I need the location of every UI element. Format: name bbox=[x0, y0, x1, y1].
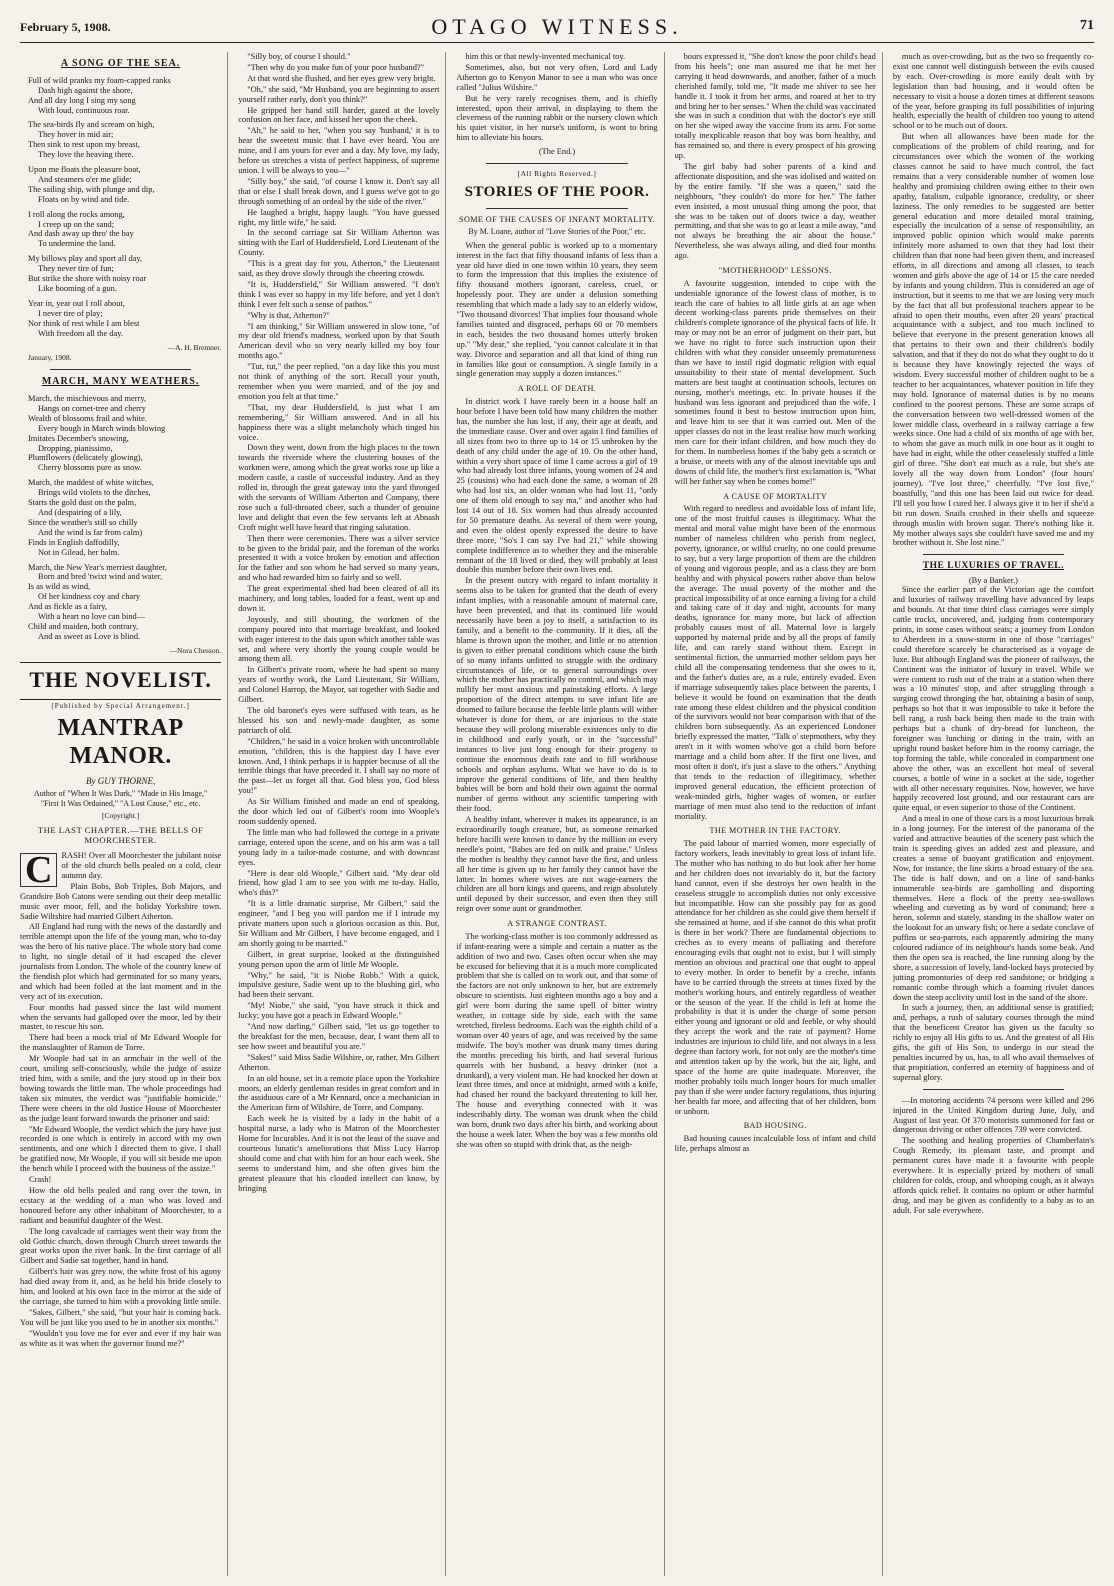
section-text bbox=[675, 279, 876, 487]
poem-line: And all day long I sing my song bbox=[28, 95, 136, 105]
paragraph: "Then why do you make fun of your poor husband?" bbox=[247, 62, 425, 72]
paragraph: "Tut, tut," the peer replied, "on a day like this you must not think of anything of the sort. Recall your youth, remember when you were married, and of the joy and emotion you felt at that time." bbox=[238, 362, 440, 401]
poem-line: Of her kindness coy and chary bbox=[38, 592, 141, 602]
paragraph: Since the earlier part of the Victorian age the comfort and luxuries of railway travelling have advanced by leaps and bounds. At that time third class carriages were simply cattle trucks, uncovered, and, judging from contemporary prints, in some cases without seats; a journey from London to Aberdeen in a snow-storm in one of those "carriages" could therefore scarcely be characterised as a voyage de luxe. But although England was the pioneer of railways, the Continent was the initiator of luxury in travel. While we were content to rush out of the train at a station when there was a 10 minutes' stop, and after struggling through a surging crowd thronging the bar, obtaining a basin of soup, perhaps so hot that it was impossible to take it before the bell rang, a rush back being then made to the train with perhaps but a chunk of dry-bread for luncheon, the foreigner was lunching or dining in the train, with an upright round basket before him in the roomy carriage, the top forming the table, while concealed in compartment one above the other, was an excellent hot meal of several courses, a bottle of wine in a socket at the side, together with all other necessary requisites. Now, however, we have happily recovered lost ground, and our restaurant cars are quite equal, or even superior to those of the Continent. bbox=[892, 585, 1095, 813]
paragraph: "Sakes!" said Miss Sadie Wilshire, or, rather, Mrs Gilbert Atherton. bbox=[238, 1052, 440, 1072]
paragraph: Joyously, and still shouting, the workmen of the company poured into that marriage breakfast, and looked with eager interest to the dais upon which another table was set, and where very shortly the young couple would be among them all. bbox=[238, 614, 440, 664]
poem-line: To undermine the land. bbox=[38, 239, 116, 249]
paragraph: Sometimes, also, but not very often, Lord and Lady Atherton go to Kenyon Manor to see a man who was once called "Julius Wilshire." bbox=[456, 62, 658, 92]
paragraph: Each week he is visited by a lady in the habit of a hospital nurse, a lady who is Matron of the Moorchester Home for Incurables. And it is not the least of the suave and courteous lunatic's ameliorations that Miss Lucy Harrop should come and chat with him for an hour each week. She seems to understand him, and she often gives him the greatest pleasure that his clouded intellect can know, by bringing bbox=[238, 1114, 440, 1193]
paragraph: "Silly boy," she said, "of course I know it. Don't say all that or else I shall break down, and I guess we've got to go through something of an ordeal by the side of the river." bbox=[238, 176, 440, 206]
poem-line: And as sweet as Love is blind. bbox=[38, 631, 141, 641]
divider bbox=[20, 662, 221, 663]
divider bbox=[20, 699, 221, 700]
column-3 bbox=[456, 52, 664, 1576]
poem-line: And (despairing of a lily, bbox=[38, 508, 122, 517]
rights-note: [All Rights Reserved.] bbox=[517, 169, 597, 179]
paragraph: "And now darling," Gilbert said, "let us go together to the breakfast for the men, because, dear, I want them all to see how sweet and beautiful you are." bbox=[238, 1022, 440, 1051]
paragraph: In an old house, set in a remote place upon the Yorkshire moors, an elderly gentleman resides in great comfort and in the assiduous care of a Mr Kennard, once a mechanician in the American firm of Wilshire, de Torre, and Company. bbox=[238, 1073, 440, 1113]
divider bbox=[923, 554, 1064, 555]
divider bbox=[486, 163, 627, 164]
poem-line: I creep up on the sand; bbox=[38, 219, 115, 229]
paragraph: Then there were ceremonies. There was a silver service to be given to the bridal pair, and the foreman of the works presented it with a voice broken by emotion and affection for the father and son whom he had served so many years, and who had rewarded him so fairly and so well. bbox=[238, 533, 440, 583]
author-credits: Author of "When It Was Dark," "Made in His Image," "First It Was Ordained," "A Lost Cause," etc., etc. bbox=[33, 789, 208, 808]
paragraph: The little man who had followed the cortege in a private carriage, entered upon the scene, and on his arm was a tall young lady in a tailor-made costume, and with downcast eyes. bbox=[238, 827, 440, 867]
article-text bbox=[893, 585, 1094, 1082]
poem-line: Hangs on cornet-tree and cherry bbox=[38, 403, 146, 413]
paragraph: "My! Niobe," she said, "you have struck it thick and lucky; you have got a peach in Edward Woople." bbox=[238, 1001, 440, 1021]
song-title: A SONG OF THE SEA. bbox=[60, 58, 181, 69]
poem-line: Is as wild as wind, bbox=[28, 582, 91, 592]
serial-byline: By GUY THORNE, bbox=[85, 776, 156, 787]
paragraph: In district work I have rarely been in a house half an hour before I have been told how many children the mother has, the number she has lost, if any, their age at death, and the immediate cause. Over and over again I find families of all sizes from two to three up to 14 or 15 unbroken by the death of any child under the age of 10. On the other hand, within a very short space of time I came across a girl of 19 who had already lost three infants, young women of 24 and 25 (cousins) who had each done the same, a woman of 28 who had lost six, an older woman who had lost 11, "only one of them old enough to say ma," and another who had lost 14 out of 18. Six women had thus already accounted for 50 premature deaths. As several of them were young, and even the oldest openly expressed the desire to have three more, "So's I can say I've had 21," while showing complete indifference as to whether they and the miserable remnant of the 18 lived or died, they will probably at least double this number before their own lives end. bbox=[456, 397, 658, 575]
masthead bbox=[20, 12, 1094, 43]
paragraph: "Oh," she said, "Mr Husband, you are beginning to assert yourself rather early, don't you think?" bbox=[238, 84, 440, 104]
paragraph: He laughed a bright, happy laugh. "You have guessed right, my little wife," he said. bbox=[238, 207, 440, 227]
poem-line: Full of wild pranks my foam-capped ranks bbox=[28, 75, 171, 85]
paragraph: And a meal in one of those cars is a most luxurious break in a long journey. For the interest of the panorama of the varied and attractive beauties of the scenery past which the train is speeding gives an added zest and pleasure, and creates a sense of buoyant gratification and enjoyment. Now, for instance, the line skirts a broad estuary of the sea. The tide is half down, and on a line of sand-banks innumerable sea-birds are gambolling and disporting themselves. Here a flock of the pretty sea-swallows wheeling and curveting as by word of command; here a heron, solemn and stately, standing in the shallow water on the lookout for an unwary fish; or here a sedate conclave of puffins or sea-parrots, each apparently admiring the many coloured radiance of its neighbour's hands some beak. And then the open sea is reached, the line running along by the shore, a succession of lovely, land-locked bays protected by jutting promontories of deep red sandstone; or bridging a romantic combe through which a foaming rivulet dances down the steep acclivity until lost in the sand of the shore. bbox=[892, 814, 1095, 1002]
paragraph: "Children," he said in a voice broken with uncontrollable emotion, "children, this is the happiest day I have ever known. And, I think perhaps it is happier because of all the terrible things that have preceded it. I shall say no more of the past—let us forget all that. God bless you, God bless you!" bbox=[238, 736, 440, 796]
column-2 bbox=[238, 52, 446, 1576]
poem-line: I roll along the rocks among, bbox=[28, 209, 125, 219]
poem-line: Wealth of blossoms frail and white. bbox=[28, 413, 147, 423]
paragraph: As Sir William finished and made an end of speaking, the door which led out of Gilbert's room into Woople's room suddenly opened. bbox=[238, 797, 440, 826]
poem-line: Not in Gilead, her balm. bbox=[38, 547, 120, 557]
march-title: MARCH, MANY WEATHERS. bbox=[41, 376, 200, 388]
paragraph: much as over-crowding, but as the two so frequently co-exist one cannot well distinguish between the evils caused by each. Over-crowding is more easily dealt with by legislation than bad housing, and it would often be necessary to visit a house a dozen times at different seasons of the year, before grasping its full possibilities of injuring health, especially the health of children too young to attend school or to be much out of doors. bbox=[892, 52, 1095, 131]
chapter-title: THE LAST CHAPTER.—THE BELLS OF MOORCHESTER. bbox=[37, 824, 204, 845]
poem-line: Child and maiden, both contrary, bbox=[28, 621, 139, 631]
paragraph: Crash! bbox=[29, 1175, 52, 1185]
story-text bbox=[20, 882, 221, 1349]
drop-cap: C bbox=[20, 853, 57, 887]
poem-line: Upon me floats the pleasure boat, bbox=[28, 165, 141, 175]
article-title: STORIES OF THE POOR. bbox=[464, 183, 650, 200]
stanza bbox=[28, 563, 221, 642]
column-1 bbox=[20, 52, 228, 1576]
section-heading: A ROLL OF DEATH. bbox=[517, 384, 597, 394]
paragraph: How the old bells pealed and rang over the town, in ecstacy at the wedding of a man who was loved and honoured before any other inhabitant of Moorchester, to a radiant and beautiful daughter of the West. bbox=[20, 1185, 222, 1225]
paragraph: him this or that newly-invented mechanical toy. bbox=[465, 52, 626, 61]
paragraph: "Here is dear old Woople," Gilbert said. "My dear old friend, how glad I am to see you with me to-day. Hallo, who's this?" bbox=[238, 868, 440, 898]
stanza bbox=[28, 76, 221, 116]
news-items bbox=[893, 1096, 1094, 1216]
publication-note: [Published by Special Arrangement.] bbox=[51, 701, 190, 710]
poem-line: Year in, year out I roll about, bbox=[28, 298, 125, 308]
poem-line: Plumflowers (delicately glowing), bbox=[28, 453, 143, 463]
issue-date: February 5, 1908. bbox=[20, 20, 111, 34]
stanza bbox=[28, 478, 221, 557]
paragraph: "That, my dear Huddersfield, is just what I am remembering," Sir William answered. And in all his happiness there was a slight melancholy which tinged his voice. bbox=[238, 402, 440, 442]
paragraph: —In motoring accidents 74 persons were killed and 296 injured in the United Kingdom during June, July, and August of last year. Of 370 motorists summoned for fast or dangerous driving or other offences 739 were convicted. bbox=[892, 1095, 1095, 1135]
section-text bbox=[893, 52, 1094, 548]
song-date: January, 1908. bbox=[28, 353, 72, 363]
poem-line: And steamers o'er me glide; bbox=[38, 174, 132, 184]
poem-line: Like booming of a gun. bbox=[38, 284, 117, 294]
paragraph: When the general public is worked up to a momentary interest in the fact that fifty thousand infants of less than a year old have died in one town within 10 years, they seem to form the impression that this implies the existence of fifty thousand mothers ignorant, careless, cruel, or hopelessly poor. They are under a delusion something resembling that which made a lady say to an elderly widow, "Two thousand divorces! That implies four thousand whole families tainted and disgraced, perhaps 60 or 70 members in each, besides the two thousand homes utterly broken up." "My dear," she replied, "you cannot calculate it in that way. Divorce and separation and all that kind of thing run in families like gout or consumption. A single family in a single generation may supply a dozen instances." bbox=[456, 240, 658, 379]
poem-line: With a heart no love can bind— bbox=[38, 612, 146, 622]
poem-line: They love the heaving there. bbox=[38, 150, 134, 160]
section-heading: BAD HOUSING. bbox=[743, 1121, 807, 1131]
story-text bbox=[456, 52, 657, 143]
paragraph: The old baronet's eyes were suffused with tears, as he blessed his son and newly-made daughter, as some patriarch of old. bbox=[238, 706, 440, 735]
article-intro bbox=[456, 241, 657, 380]
paragraph: He gripped her hand still harder, gazed at the lovely confusion on her face, and kissed her upon the cheek. bbox=[238, 105, 440, 125]
paragraph: "Sakes, Gilbert," she said, "but your hair is coming back. You will be just like you used to be in another six months." bbox=[20, 1307, 222, 1327]
paragraph: But when all allowances have been made for the complications of the problem of child rearing, and for circumstances over which the women of the working classes cannot be said to have much control, the fact remains that a very considerable number of women lose healthy and promising children owing either to their own apathy, fatalism, culpable ignorance, credulity, or sheer laziness. The only remedies to be suggested are better general education and more detailed moral training, especially the inculcation of a sense of responsibility, an improved public opinion which would make parents infinitely more ashamed to own that they had lost their children than that none had been given them, and increased efforts, in all directions and among all classes, to teach women and girls above the age of 14 or 15 the care needed by infants and young children. This is considered an age of instruction, but it seems to me that we are losing very much by the fact that all but professional teachers appear to be afraid to open their mouths, even after 20 years' practical acquaintance with a subject, and too much inclined to believe that everyone in the present generation knows all that pertains to their own and their children's bodily salvation, and that if they do not do what they ought to do it is because they have knowingly rejected the ways of wisdom. Every successful mother of children ought to be a teacher to her acquaintances, whatever position in life they may hold. Ignorance of maternal duties is by no means confined to the poorest persons. These are some scraps of the conversation between two well-dressed women of the lower middle class, overheard in a railway carriage a few weeks since. One had a child of six months of age with her, to whom she gave as much milk in one hour as it ought to have had in eight, while the other ceaselessly stuffed a little girl of three. "She don't eat much as a rule, but she's ate lovely all the way down from London" (four hours' journey). "I've lost three," cheerfully. "I've lost five," boastfully, "and this one has been laid out twice for dead. I'll tell you how I cured her. I always give it to her if she'd a bit run down. Snails crushed in their shells and squeeze through muslin with brown sugar. There's nothing like it. My mother always says she couldn't have saved me and my brother without it. She lost nine." bbox=[892, 132, 1095, 548]
paragraph: In the second carriage sat Sir William Atherton was sitting with the Earl of Huddersfield, Lord Lieutenant of the County. bbox=[238, 228, 440, 258]
section-text bbox=[675, 504, 876, 821]
newspaper-title: OTAGO WITNESS. bbox=[431, 14, 683, 39]
section-text bbox=[456, 397, 657, 914]
poem-line: Finds in English daffodilly, bbox=[28, 537, 120, 547]
paragraph: "It is, Huddersfield," Sir William answered. "I don't think I was ever so happy in my life before, and yet I don't think I ever felt such a sense of pathos." bbox=[238, 279, 440, 309]
poem-line: Starts the gold dust on the palm, bbox=[28, 498, 137, 508]
poem-line: March, the New Year's merriest daughter, bbox=[28, 562, 167, 572]
poem-line: The sailing ship, with plunge and dip, bbox=[28, 184, 155, 194]
paragraph: Four months had passed since the last wild moment when the servants had galloped over the moor, led by their master, to rescue his son. bbox=[20, 1002, 222, 1032]
paragraph: There had been a mock trial of Mr Edward Woople for the manslaughter of Ramon de Torre. bbox=[20, 1033, 222, 1053]
stanza bbox=[28, 165, 221, 205]
poem-line: Since the weather's still so chilly bbox=[28, 517, 138, 527]
article-title: THE LUXURIES OF TRAVEL. bbox=[922, 561, 1065, 572]
paragraph: Down they went, down from the high places to the town towards the riverside where the clustering houses of the workmen were, among which the great works rose up like a modern castle, a castle of successful industry. And as they rolled in, through the great gateway into the yard thronged with the servants of William Atherton and Company, there rose such a full-throated cheer, such a thunder of genuine love and delight that even the few servants left at Abnash Croft might well have heard that ringing salutation. bbox=[238, 443, 440, 532]
paragraph: "Ah," he said to her, "when you say 'husband,' it is to hear the sweetest music that I have ever heard. You are mine, and I am yours for ever and a day. My love, my lady, before us stretches a vista of perfect happiness, of supreme union. I will be always to you—" bbox=[238, 126, 440, 175]
paragraph: "I am thinking," Sir William answered in slow tone, "of my dear old friend's madness, worked upon by that South American devil who so very nearly killed my boy four months ago." bbox=[238, 321, 440, 361]
poem-line: Cherry blossoms pure as snow. bbox=[38, 463, 142, 473]
paragraph: But he very rarely recognises them, and is chiefly interested, upon their arrival, in displaying to them the cleverness of the running rabbit or the nursery clown which his quiet visitor, in her nurse's uniform, is wont to bring him to alleviate his hours. bbox=[456, 93, 658, 143]
poem-line: Then sink to rest upon my breast, bbox=[28, 140, 140, 150]
paragraph: The soothing and healing properties of Chamberlain's Cough Remedy, its pleasant taste, and prompt and permanent cures have made it a favourite with people everywhere. It is especially prized by mothers of small children for colds, croup, and whooping cough, as it always affords quick relief. It contains no opium or other harmful drug, and may be given as confidently to a baby as to an adult. For sale everywhere. bbox=[892, 1136, 1095, 1215]
paragraph: The long cavalcade of carriages went their way from the old Gothic church, down through Church street towards the great works upon the river bank. In the first carriage of all Gilbert and Sadie sat together, hand in hand. bbox=[20, 1226, 222, 1266]
paragraph: "Wouldn't you love me for ever and ever if my hair was as white as it was when the governor found me?" bbox=[20, 1328, 222, 1348]
lead-text: RASH! Over all Moorchester the jubilant noise of the old church bells pealed on a cold, clear autumn day. bbox=[61, 851, 222, 880]
poem-line: March, the mischievous and merry, bbox=[28, 394, 147, 404]
paragraph: The girl baby had sober parents of a kind and affectionate disposition, and she was idolised and waited on by the entire family. "If she was a queen," said the neighbours, "they couldn't do more for her." The father even insisted, a most unusual thing among the poor, that she was to be taken out of doors twice a day, weather permitting, and that she was to go at least a mile away, "and not always be breathing the air about the house." Nevertheless, she was always ailing, and died four months ago. bbox=[674, 161, 876, 261]
paragraph: "This is a great day for you, Atherton," the Lieutenant said, as they drove slowly through the cheering crowds. bbox=[238, 259, 440, 279]
article-subtitle: SOME OF THE CAUSES OF INFANT MORTALITY. bbox=[458, 214, 656, 224]
paragraph: "Why," he said, "it is Niobe Robb." With a quick, impulsive gesture, Sadie went up to the blushing girl, who had been their servant. bbox=[238, 970, 440, 1000]
poem-line: And the wind is far from calm) bbox=[38, 527, 143, 537]
poem-line: Nor think of rest while I am blest bbox=[28, 318, 140, 328]
paragraph: Bad housing causes incalculable loss of infant and child life, perhaps almost as bbox=[674, 1134, 876, 1154]
poem-line: They never tire of fun; bbox=[38, 264, 114, 274]
columns bbox=[20, 52, 1094, 1576]
article-byline: By M. Loane, author of "Love Stories of the Poor," etc. bbox=[468, 227, 646, 237]
song-signature: —A. H. Bremner. bbox=[167, 342, 222, 352]
paragraph: A healthy infant, wherever it makes its appearance, is an extraordinarily tough creature, but, as someone remarked before bacilli were known to dance by the million on every needle's point, "Babes are fed on milk and praise." Unless the mother is healthy they cannot have the first, and unless all her time is given up to her family they cannot have the latter. In homes where wives are not wage-earners the children are all born kings and queens, and reign absolutely until deposed by their successor, and even then they still reign over some aunt or grandmother. bbox=[456, 815, 658, 914]
poem-line: Dash high against the shore, bbox=[38, 85, 133, 95]
paragraph: In such a journey, then, an additional sense is gratified; and, perhaps, a rush of salutary courses through the mind that the beneficent Creator has given us the faculty so richly to enjoy all His gifts to us. And the greatest of all His gifts, the gift of His Son, to undergo in our stead the penalties incurred by us, has, to all who avail themselves of that propitiation, conferred an eternity of happiness and of supernal glory. bbox=[892, 1003, 1095, 1082]
poem-line: Imitates December's snowing, bbox=[28, 433, 129, 443]
poem-line: They hover in mid air; bbox=[38, 130, 114, 140]
paragraph: In the present outcry with regard to infant mortality it seems also to be taken for granted that the death of every infant implies, with a reasonable amount of maternal care, have been prevented, and that its continued life would necessarily have been a joy to itself, a satisfaction to its family, and a benefit to the community. If it dies, all the blame is thrown upon the mother, and little or no attention is given to either prenatal conditions which cause the birth of so many infants unfitted to struggle with the ordinary circumstances of life, or to general surroundings over which the mother has practically no control, and which may nullify her most anxious and painstaking efforts. A large proportion of the direct attempts to save infant life are doomed to failure because the feeble little plants will wither whatever is done for them, or are injurious to the state because they will prolong miserable existences only to die in childhood and early youth, or in the "successful" instances to live just long enough for their progeny to continue the enormous death rate and to fill workhouse schools and orphan asylums. What we have to do is to improve the general conditions of life, and then healthy babies will be born and hold their own against the normal number of germs without any scientific tampering with their food. bbox=[456, 576, 658, 814]
paragraph: Gilbert, in great surprise, looked at the distinguished young person upon the arm of little Mr Woople. bbox=[238, 949, 440, 969]
divider bbox=[923, 1089, 1064, 1090]
section-text bbox=[456, 932, 657, 1150]
paragraph: "It is a little dramatic surprise, Mr Gilbert," said the engineer, "and I beg you will pardon me if I intrude my private matters upon such a glorious occasion as this. But, Sir William and Mr Gilbert, I have become engaged, and I am shortly going to be married." bbox=[238, 899, 440, 948]
poem-line: The sea-birds fly and scream on high, bbox=[28, 120, 155, 130]
paragraph: In Gilbert's private room, where he had spent so many years of worthy work, the Lord Lieutenant, Sir William, and Colonel Harrop, the Mayor, sat together with Sadie and Gilbert. bbox=[238, 665, 440, 705]
poem-line: I never tire of play; bbox=[38, 308, 103, 318]
poem-line: And as fickle as a fairy, bbox=[28, 602, 107, 612]
paragraph: Plain Bobs, Bob Triples, Bob Majors, and Grandsire Bob Catons were sending out their deep metallic music over moor, fell, and the holiday Yorkshire town. Sadie Wiltshire had married Gilbert Atherton. bbox=[20, 881, 222, 921]
poem-line: But strike the shore with noisy roar bbox=[28, 274, 147, 284]
poem-line: Born and bred 'twixt wind and water, bbox=[38, 572, 163, 582]
paragraph: All England had rung with the news of the dastardly and terrible attempt upon the life of the young man, who to-day was the hero of his native place. The whole story had come to light, no single detail of it had escaped the clever journalists from London. The whole of the country knew of the fiendish plot which had germinated for so many years, and which had been foiled at the last moment and in the very act of its execution. bbox=[20, 922, 222, 1001]
divider bbox=[50, 369, 191, 370]
section-heading: THE MOTHER IN THE FACTORY. bbox=[709, 826, 841, 836]
copyright-note: [Copyright.] bbox=[101, 810, 140, 820]
poem-line: Floats on by wind and tide. bbox=[38, 194, 130, 204]
section-text bbox=[675, 52, 876, 261]
poem-line: And dash away up thro' the bay bbox=[28, 229, 134, 239]
stanza bbox=[28, 299, 221, 339]
column-5 bbox=[893, 52, 1094, 1576]
page-number: 71 bbox=[1080, 18, 1094, 33]
stanza bbox=[28, 120, 221, 160]
poem-line: With loud, continuous roar. bbox=[38, 105, 130, 115]
lead-paragraph bbox=[20, 849, 222, 892]
paragraph: A favourite suggestion, intended to cope with the undeniable ignorance of the lowest class of mother, is to teach the care of babies to all little girls at an age when decent working-class parents pride themselves on their children's complete ignorance of the physical facts of life. It may or may not be an error of judgment on their part, but we have no right to force such instruction upon their children with what they consider unseemly prematureness than we have to instil rigid dogmatic religion with equal unsuitability to their state of mental development. Such matters are best taught at continuation schools, lectures on nursing, mother's meetings, etc. In private houses if the husband was less ignorant and prejudiced than the wife, I sometimes found it best to bestow instruction upon him, and leave him to see that it was carried out. Men of the upper classes do not in the least realise how much working men care for their infant children, and how much they do for them. In numberless homes if the baby gets a scratch or a bruise, or meets with any of the almost inevitable ups and downs of child life, the mother's first exclamation is, "What will her father say when he comes home!" bbox=[674, 278, 876, 486]
poem-line: My billows play and sport all day, bbox=[28, 254, 143, 264]
poem-line: Every bough in March winds blowing bbox=[38, 423, 166, 433]
paragraph: "Why is that, Atherton?" bbox=[247, 310, 330, 320]
paragraph: The paid labour of married women, more especially of factory workers, leads inevitably to great loss of infant life. The mother who has nothing to do but look after her home and her children does not invariably do it, but the factory hand cannot, even if she destroys her own health in the ceaseless struggle to accomplish duties not only excessive but incompatible. How can she possibly pay for as good attendance for her children as she could give them herself if she remained at home, and if she cannot do this what profit is there in her work? There are fundamental objections to creches as to every means of palliating and therefore encouraging evils that ought not to exist, but I will simply mention an obvious and practical one that ought to appeal to every mother. In order to benefit by a creche, infants have to be carried through the streets at times fixed by the mother's working hours, and entirely regardless of weather or the season of the year. If the child is left at home the probability is that it is under the charge of some person either young and ignorant or old and feeble, or why should they accept the work and the rate of payment? Home industries are injurious to child life, and not always in a less degree than factory work, for not only are the mother's time and attention taken up by the work, but the air, light, and space of the home are quite inadequate. Moreover, the mother probably toils much longer hours for much smaller pay than if she were under factory regulations, thus injuring her health far more, and affecting that of her children, born or unborn. bbox=[674, 839, 876, 1116]
the-end: (The End.) bbox=[538, 147, 576, 157]
paragraph: "Silly boy, of course I should." bbox=[247, 52, 351, 61]
stanza bbox=[28, 394, 221, 473]
poem-line: March, the maddest of white witches, bbox=[28, 478, 154, 488]
column-4 bbox=[675, 52, 883, 1576]
march-poem bbox=[20, 394, 221, 642]
novelist-header: THE NOVELIST. bbox=[29, 666, 212, 692]
section-heading: "MOTHERHOOD" LESSONS. bbox=[718, 266, 832, 276]
poem-line: Dropping, pianissimo, bbox=[38, 443, 113, 453]
paragraph: Mr Woople had sat in an armchair in the well of the court, smiling self-consciously, while the judge of assize tried him, with a smile, and the jury stood up in their box bowing towards the little man. The whole proceedings had taken six minutes, the verdict was "justifiable homicide." There were cheers in the old Justice House of Moorchester as the judge leant forward towards the prisoner and said: bbox=[20, 1054, 222, 1123]
poem-line: Brings wild violets to the ditches, bbox=[38, 488, 151, 498]
march-signature: —Nora Chesson. bbox=[169, 645, 222, 655]
paragraph: Gilbert's hair was grey now, the white frost of his agony had died away from it, and, as he held his bride closely to him, and looked at his own face in the mirror at the side of the carriage, she turned to him with a provoking little smile. bbox=[20, 1267, 222, 1306]
section-heading: A STRANGE CONTRAST. bbox=[507, 919, 607, 929]
paragraph: At that word she flushed, and her eyes grew very bright. bbox=[247, 73, 436, 83]
paragraph: With regard to needless and avoidable loss of infant life, one of the most fruitful causes is illegitimacy. What the mental and moral value might have been of the enormous number of nameless children who perish from neglect, poverty, ignorance, or wilful cruelty, no one could presume to say, but a very large proportion of them are the children of young and vigorous people, and as a class they are born healthy and with physical powers rather above than below the average. The usual poverty of the mother and the practical impossibility of at once earning a living for a child and taking care of it day and night, accounts for many deaths, ignorance for many more, but lack of affection probably causes most of all. Maternal love is largely supported by maternal pride and by all the props of family life, and can rarely stand without them. Except in sentimental fiction, the unmarried mother seldom pays her child all the compensating tenderness that she owes to it, and the father's duties are, as a rule, entirely evaded. Even if marriage subsequently takes place between the parents, I believe it would be found on examination that the death rate among these eldest children and the physical condition of the survivors would not bear comparison with that of the children born subsequently. As an experienced Londoner briefly expressed the matter, "Talk o' stepmothers, why they aren't in it with women who've got a child born before marriage and a child born after. If the first one lives, and most often it don't, it's just a slave to the others." Anything that tends to the reduction of illegitimacy, whether improved general education, the efficient protection of weak-minded girls, higher wages of women, or earlier marriage of men must also tend to the reduction of infant mortality. bbox=[674, 504, 876, 821]
story-text bbox=[238, 52, 439, 1194]
poem-line: With freedom all the day. bbox=[38, 328, 123, 338]
stanza bbox=[28, 210, 221, 250]
section-heading: A CAUSE OF MORTALITY bbox=[723, 491, 828, 501]
section-text bbox=[675, 839, 876, 1116]
article-byline: (By a Banker.) bbox=[968, 575, 1018, 585]
song-poem bbox=[20, 76, 221, 339]
paragraph: "Mr Edward Woople, the verdict which the jury have just recorded is one which is entirely in accord with my own sentiments, and one which I directed them to give. I shall be gratified now, Mr Woople, if you will sit beside me upon the bench while I proceed with the business of the assize." bbox=[20, 1124, 222, 1174]
paragraph: bours expressed it, "She don't know the poor child's head from his heels"; one man assured me that he met her carrying it head downwards, and another, father of a much cherished family, told me, "It made me shiver to see her handle it. I took it from her arms, and roared at her to try and bring her to her senses." When the child was vaccinated she was in such a condition that with the doctor's eye still on her she wiped away the vaccine from its arm. For some totally inexplicable reason that boy was born healthy, and has remained so, and there is every prospect of his growing up. bbox=[674, 52, 876, 161]
serial-title: MANTRAP MANOR. bbox=[57, 714, 184, 770]
paragraph: The working-class mother is too commonly addressed as if infant-rearing were a simple and certain a matter as the addition of two and two. Cases often occur when she may be excused for believing that it is a much more complicated problem that she is called on to work out, and that some of the factors are not only unknown to her, but are extremely obscure to scientists. Just eighteen months ago a boy and a girl were born during the same spell of bitter wintry weather, in cottage side by side, each with the same wretched, fireless bedrooms. Each was the eighth child of a woman over 40 years of age, and was received by the same midwife. The boy's mother was drunk many times during the months preceding his birth, and had several furious quarrels with her husband, a heavy drinker (not a drunkard), a very violent man. He had knocked her down at least three times, and once at midnight, armed with a knife, had chased her round the backyard threatening to kill her. The house and everything connected with it was indescribably dirty. The woman was drunk when the child was born, drunk two days after his birth, and working about the house a week later. When the boy was a few months old she was often so stupid with drink that, as the neigh- bbox=[456, 931, 658, 1149]
section-text bbox=[675, 1134, 876, 1154]
stanza bbox=[28, 254, 221, 294]
divider bbox=[486, 208, 627, 209]
paragraph: The great experimental shed had been cleared of all its machinery, and long tables, loaded for a feast, went up and down it. bbox=[238, 584, 440, 613]
